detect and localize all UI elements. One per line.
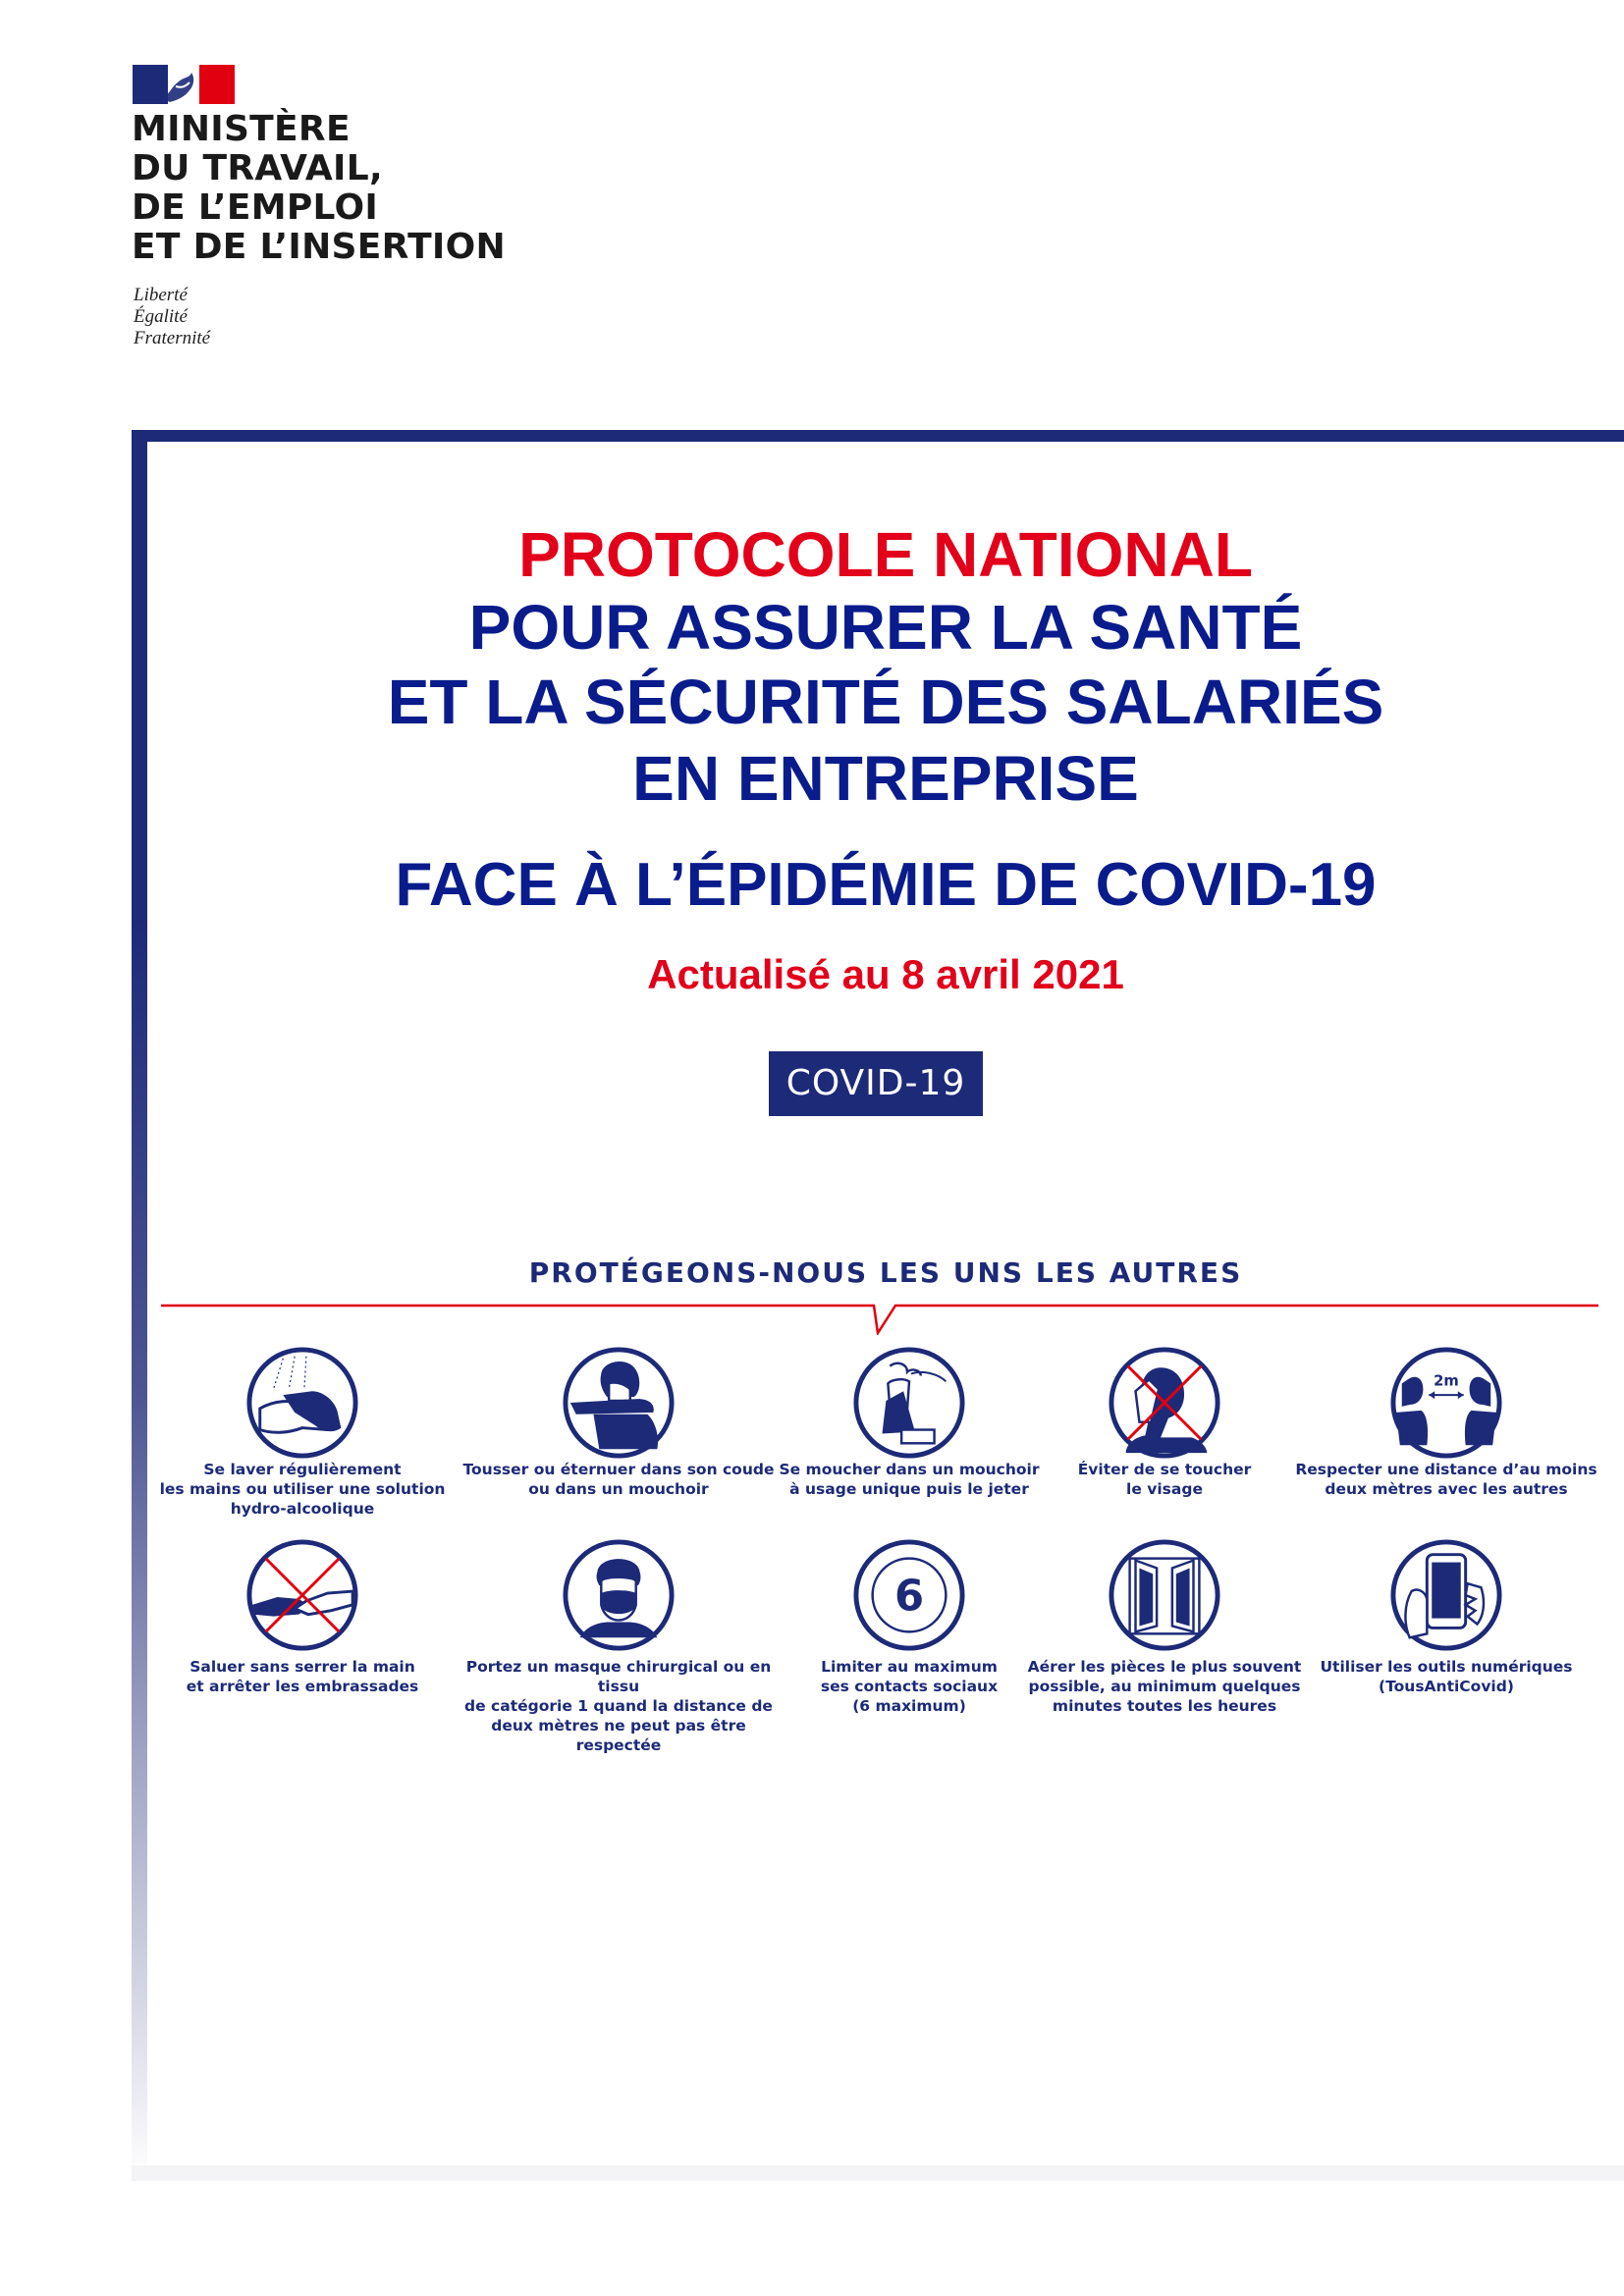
contacts-number: 6 (893, 1572, 925, 1622)
ministry-name (132, 110, 544, 267)
ventilation-icon (1107, 1537, 1222, 1653)
motto-line: Liberté (134, 285, 188, 305)
covid-badge: COVID-19 (769, 1051, 983, 1116)
no-face-touch-icon (1107, 1345, 1222, 1461)
gesture-label: Utiliser les outils numériques (TousAntiCovid) (1320, 1658, 1573, 1695)
gesture-label: Tousser ou éternuer dans son coude ou dans un mouchoir (462, 1461, 775, 1498)
distance-icon (1388, 1345, 1504, 1461)
mask-icon (561, 1537, 677, 1653)
frame-left-border (132, 430, 147, 2177)
subtitle: FACE À L’ÉPIDÉMIE DE COVID-19 (395, 851, 1377, 919)
hand-washing-icon (244, 1345, 360, 1461)
protect-heading: PROTÉGEONS-NOUS LES UNS LES AUTRES (528, 1256, 1243, 1289)
frame-bottom-border (132, 2165, 1624, 2181)
motto-line: Fraternité (134, 328, 211, 348)
no-handshake-icon (244, 1537, 360, 1653)
gesture-label: Aérer les pièces le plus souvent possible, au minimum quelques minutes toutes les heures (1027, 1658, 1302, 1715)
motto-line: Égalité (134, 306, 188, 327)
six-contacts-icon (851, 1537, 967, 1653)
tissue-icon (851, 1345, 967, 1461)
frame-top-border (132, 430, 1624, 442)
cough-elbow-icon (561, 1345, 677, 1461)
gesture-label: Se moucher dans un mouchoir à usage unique puis le jeter (779, 1461, 1040, 1498)
gesture-label: Portez un masque chirurgical ou en tissu de catégorie 1 quand la distance de deux mètres ne peut pas être respectée (464, 1658, 773, 1754)
republic-motto (134, 285, 210, 349)
ministry-name-line: DE L’EMPLOI (132, 187, 379, 228)
gesture-label: Éviter de se toucher le visage (1077, 1461, 1252, 1498)
protocol-title: PROTOCOLE NATIONAL (518, 519, 1253, 590)
smartphone-icon (1388, 1537, 1504, 1653)
gesture-label: Saluer sans serrer la main et arrêter les embrassades (186, 1658, 419, 1695)
title-line: EN ENTREPRISE (632, 743, 1139, 814)
title-line: POUR ASSURER LA SANTÉ (468, 592, 1303, 663)
ministry-name-line: MINISTÈRE (132, 109, 351, 149)
ministry-name-line: ET DE L’INSERTION (132, 227, 506, 267)
gesture-label: Se laver régulièrement les mains ou utiliser une solution hydro-alcoolique (159, 1461, 446, 1518)
marianne-logo (133, 65, 235, 104)
distance-label: 2m (1434, 1372, 1459, 1390)
title-line: ET LA SÉCURITÉ DES SALARIÉS (387, 667, 1384, 737)
gesture-label: Respecter une distance d’au moins deux mètres avec les autres (1295, 1461, 1597, 1498)
speech-bubble-rule (161, 1284, 1598, 1335)
ministry-name-line: DU TRAVAIL, (132, 148, 383, 188)
gesture-label: Limiter au maximum ses contacts sociaux (6 maximum) (820, 1658, 999, 1715)
update-date: Actualisé au 8 avril 2021 (647, 951, 1124, 997)
